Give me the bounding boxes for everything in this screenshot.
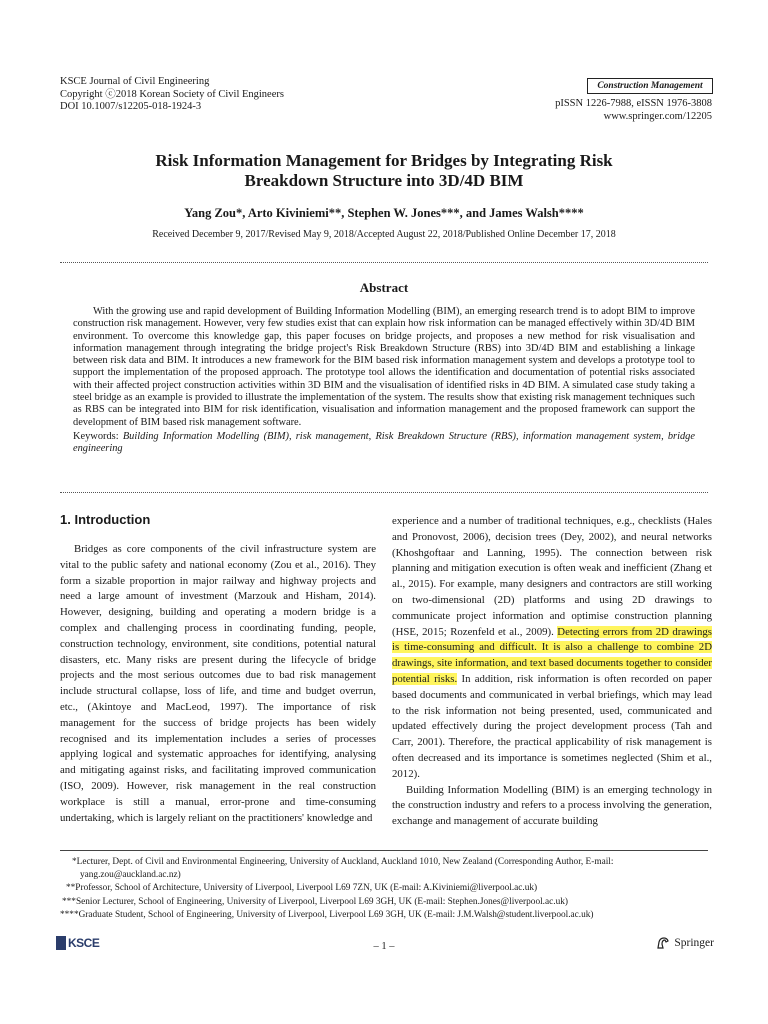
- intro-paragraph-bim: Building Information Modelling (BIM) is an emerging technology in the construction industry and refers to a process involving the generation, exchange and management of accurate building: [392, 783, 712, 828]
- springer-horse-icon: [656, 936, 670, 950]
- intro-paragraph-1: Bridges as core components of the civil infrastructure system are vital to the public safety and national economy (Zou et al., 2016). They form a sizable proportion in major railway and highway projects and need a large amount of investment (Marzouk and Hisham, 2014). However, designing, building and operating a modern bridge is a complex and challenging process in coordinating funding, people, construction technology, environment, site conditions, potential natural disasters, etc. Many risks are present during the lifecycle of bridge projects and the most serious outcomes due to bad risk management include structural collapse, loss of life, and time and budget overrun, etc., (Akintoye and MacLeod, 1997). The importance of risk management for the success of bridge projects has been widely recognised and its implementation includes a series of processes applying logical and systematic approaches for identifying, analysing and mitigating against risks, and facilitating improved communication (ISO, 2009). However, risk management in the real construction workplace is still a manual, error-prone and time-consuming undertaking, which is largely reliant on the practitioners' knowledge and: [60, 543, 376, 824]
- author-list: Yang Zou*, Arto Kiviniemi**, Stephen W. Jones***, and James Walsh****: [184, 206, 584, 220]
- title-line-1: Risk Information Management for Bridges by Integrating Risk: [155, 151, 613, 170]
- ksce-logo-text: KSCE: [68, 936, 100, 950]
- section-heading-introduction: 1. Introduction: [60, 512, 151, 527]
- footnotes: [60, 856, 716, 922]
- title-line-2: Breakdown Structure into 3D/4D BIM: [244, 171, 524, 190]
- paper-title: [70, 151, 698, 191]
- highlighted-text[interactable]: Detecting errors from 2D drawings is time-consuming and difficult. It is also a challenge to combine 2D drawings, site information, and text based documents together to consider potential risks.: [392, 625, 712, 685]
- copyright-line: Copyright ⓒ2018 Korean Society of Civil Engineers: [60, 88, 284, 100]
- intro-text-part-a: experience and a number of traditional techniques, e.g., checklists (Hales and Pronovost, 2006), decision trees (Dey, 2002), and neural networks (Khoshgoftaar and Lanning, 1995). The connection between risk planning and mitigation execution is often weak and inefficient (Zhang et al., 2015). For example, many designers and contractors are still working on two-dimensional (2D) platforms and using 2D drawings to communicate project information and optimise construction planning (HSE, 2015; Rozenfeld et al., 2009).: [392, 515, 712, 638]
- springer-logo: [656, 936, 714, 950]
- footnote-author-2: **Professor, School of Architecture, University of Liverpool, Liverpool L69 7ZN, UK (E-mail: A.Kiviniemi@liverpool.ac.uk): [66, 883, 538, 894]
- issn-line: pISSN 1226-7988, eISSN 1976-3808: [555, 98, 712, 109]
- abstract-text: With the growing use and rapid development of Building Information Modelling (BIM), an emerging research trend is to adopt BIM to improve construction risk management. However, very few studies exist that can explain how risk information can be managed effectively within 3D/4D BIM environment. To overcome this knowledge gap, this paper focuses on bridge projects, and proposes a new method for risk visualisation and information management through integrating the bridge project's Risk Breakdown Structure (RBS) into 3D/4D BIM and establishing a linkage between risk data and BIM. It introduces a new framework for the BIM based risk information management system and develops a prototype tool to support the implementation of the proposed approach. The prototype tool allows the identification and documentation of potential risks associated with their affected project construction activities within 3D BIM and the visualisation of identified risks in 4D BIM. A simulated case study taking a steel bridge as an example is provided to illustrate the implementation of the system. The results show that existing risk management techniques such as RBS can be integrated into BIM for risk identification, visualisation and information management and the proposed framework can support the development of BIM based risk management software.: [73, 306, 695, 428]
- intro-paragraph-continued: [392, 514, 712, 783]
- journal-url[interactable]: www.springer.com/12205: [603, 110, 712, 122]
- page-number: – 1 –: [373, 941, 395, 952]
- journal-name: KSCE Journal of Civil Engineering: [60, 76, 210, 87]
- ksce-logo-mark: [56, 936, 66, 950]
- keywords-text: Building Information Modelling (BIM), risk management, Risk Breakdown Structure (RBS), information management system, bridge engineering: [73, 430, 695, 455]
- ksce-logo: [56, 935, 99, 951]
- footnote-author-1-email: yang.zou@auckland.ac.nz): [80, 870, 181, 881]
- springer-name: Springer: [674, 937, 714, 949]
- keywords: [73, 431, 695, 456]
- issn-block: [555, 98, 712, 123]
- footnote-rule: [60, 850, 708, 851]
- footnote-author-1: *Lecturer, Dept. of Civil and Environmental Engineering, University of Auckland, Auckland 1010, New Zealand (Corresponding Author, E-mail:: [72, 857, 614, 867]
- keywords-label: Keywords:: [73, 430, 119, 442]
- footnote-author-4: ****Graduate Student, School of Engineering, University of Liverpool, Liverpool L69 3GH, UK (E-mail: J.M.Walsh@student.liverpool.ac.uk): [60, 909, 594, 920]
- abstract-heading: Abstract: [359, 280, 409, 295]
- section-badge: Construction Management: [587, 78, 713, 94]
- footnote-author-3: ***Senior Lecturer, School of Engineering, University of Liverpool, Liverpool L69 3GH, UK (E-mail: Stephen.Jones@liverpool.ac.uk): [62, 896, 568, 907]
- divider-top: [60, 262, 708, 263]
- intro-left-column: [60, 542, 376, 826]
- received-dates: Received December 9, 2017/Revised May 9, 2018/Accepted August 22, 2018/Published Online December 17, 2018: [152, 229, 616, 240]
- intro-right-column: [392, 514, 712, 830]
- intro-text-part-b: In addition, risk information is often recorded on paper based documents and communicated in verbal briefings, which may lead to the risk information not being presented, used, communicated and updated effectively during the project development process (Tah and Carr, 2001). Therefore, the practical applicability of risk management is often decreased and its importance is sometimes neglected (Shim et al., 2012).: [392, 672, 712, 780]
- doi-line: DOI 10.1007/s12205-018-1924-3: [60, 101, 202, 112]
- abstract-body: [73, 306, 695, 456]
- divider-bottom: [60, 492, 708, 493]
- journal-header: [60, 76, 284, 114]
